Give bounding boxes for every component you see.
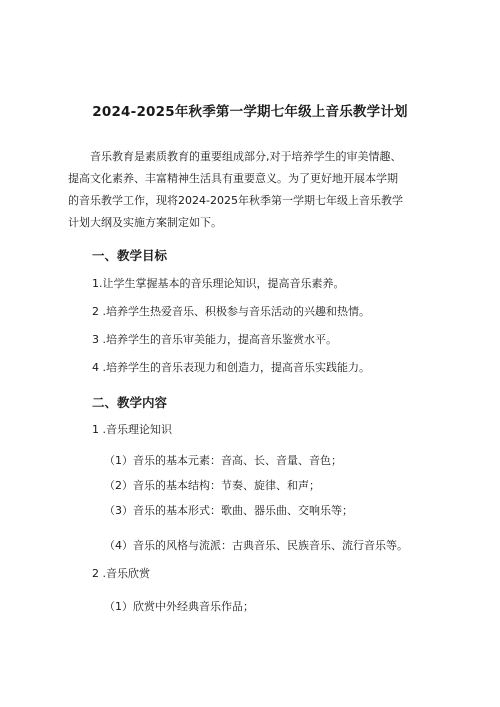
document-title: 2024-2025年秋季第一学期七年级上音乐教学计划 (92, 104, 408, 120)
intro-line: 音乐教育是素质教育的重要组成部分,对于培养学生的审美情趣、 (90, 150, 402, 163)
goal-item: 1.让学生掌握基本的音乐理论知识，提高音乐素养。 (92, 277, 345, 290)
section-heading-content: 二、教学内容 (92, 395, 168, 410)
section-heading-goals: 一、教学目标 (92, 248, 168, 263)
content-sub-item: （3）音乐的基本形式：歌曲、器乐曲、交响乐等； (104, 504, 353, 517)
goal-item: 4 .培养学生的音乐表现力和创造力，提高音乐实践能力。 (92, 361, 370, 374)
intro-line: 提高文化素养、丰富精神生活具有重要意义。为了更好地开展本学期 (68, 172, 398, 185)
goal-item: 3 .培养学生的音乐审美能力，提高音乐鉴赏水平。 (92, 333, 337, 346)
intro-line: 计划大纲及实施方案制定如下。 (68, 216, 222, 229)
content-part-label: 1 .音乐理论知识 (92, 423, 172, 436)
content-sub-item: （1）音乐的基本元素：音高、长、音量、音色； (104, 454, 342, 467)
intro-line: 的音乐教学工作，现将2024-2025年秋季第一学期七年级上音乐教学 (68, 194, 403, 207)
content-part-label: 2 .音乐欣赏 (92, 567, 150, 580)
content-sub-item: （4）音乐的风格与流派：古典音乐、民族音乐、流行音乐等。 (104, 539, 408, 552)
intro-paragraph (68, 146, 468, 234)
content-sub-item: （1）欣赏中外经典音乐作品； (104, 600, 254, 613)
goal-item: 2 .培养学生热爱音乐、积极参与音乐活动的兴趣和热情。 (92, 305, 370, 318)
content-sub-item: （2）音乐的基本结构：节奏、旋律、和声； (104, 479, 320, 492)
